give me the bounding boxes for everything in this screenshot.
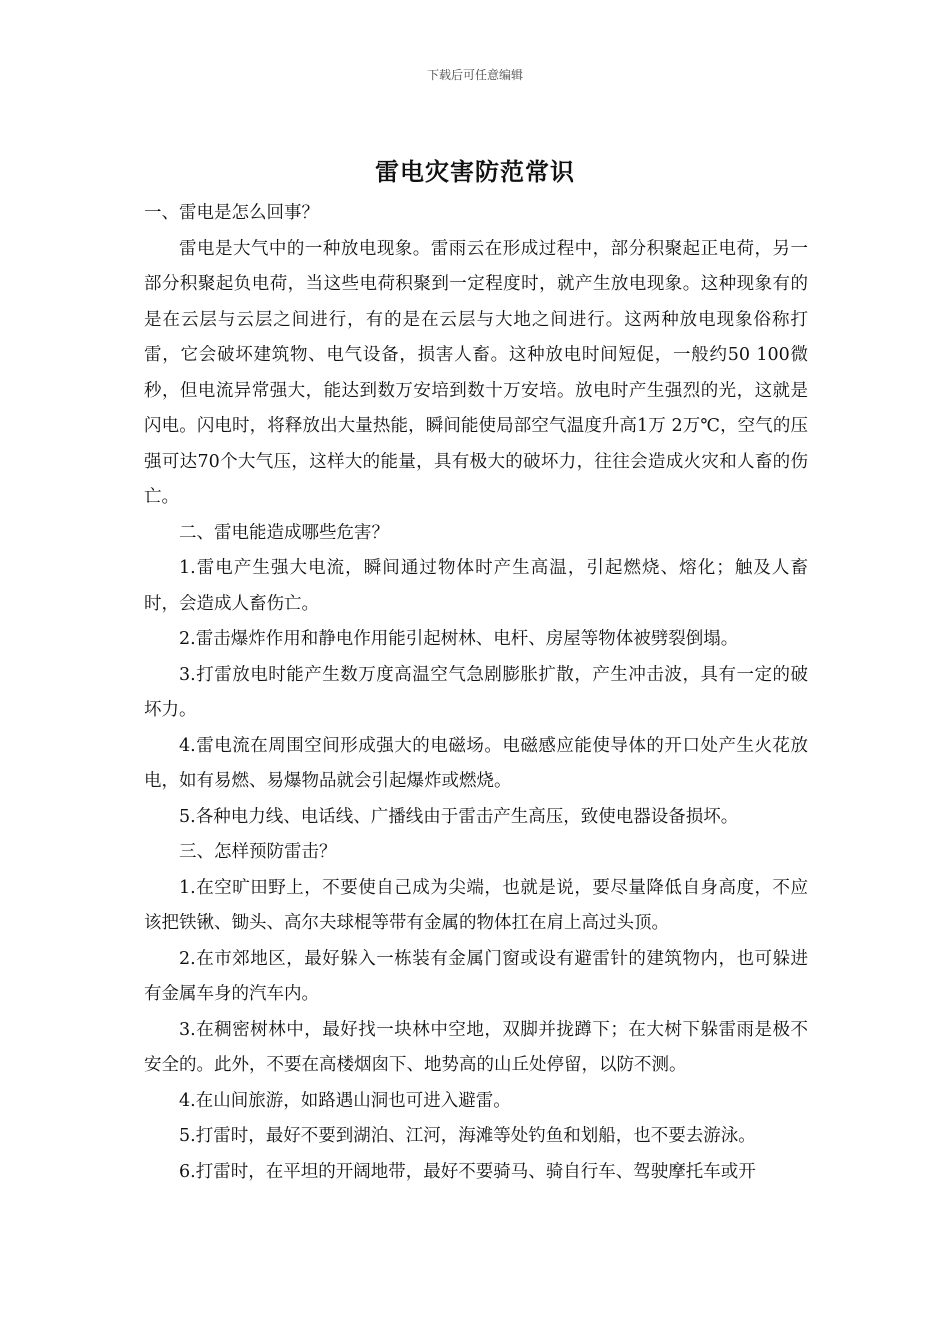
body-paragraph: 3.在稠密树林中，最好找一块林中空地，双脚并拢蹲下；在大树下躲雷雨是极不安全的。此外，不要在高楼烟囱下、地势高的山丘处停留，以防不测。 — [144, 1019, 808, 1075]
body-paragraph: 4.雷电流在周围空间形成强大的电磁场。电磁感应能使导体的开口处产生火花放电，如有易燃、易爆物品就会引起爆炸或燃烧。 — [144, 735, 808, 791]
body-paragraph: 3.打雷放电时能产生数万度高温空气急剧膨胀扩散，产生冲击波，具有一定的破坏力。 — [144, 664, 808, 720]
body-paragraph: 6.打雷时，在平坦的开阔地带，最好不要骑马、骑自行车、驾驶摩托车或开 — [179, 1161, 756, 1182]
body-paragraph: 1.雷电产生强大电流，瞬间通过物体时产生高温，引起燃烧、熔化；触及人畜时，会造成人畜伤亡。 — [144, 558, 808, 614]
page-title: 雷电灾害防范常识 — [375, 157, 575, 186]
body-paragraph: 一、雷电是怎么回事？ — [144, 203, 319, 223]
body-paragraph: 2.雷击爆炸作用和静电作用能引起树林、电杆、房屋等物体被劈裂倒塌。 — [179, 629, 739, 649]
body-paragraph: 4.在山间旅游，如路遇山洞也可进入避雷。 — [179, 1090, 511, 1111]
body-paragraph: 1.在空旷田野上，不要使自己成为尖端，也就是说，要尽量降低自身高度，不应该把铁锹、锄头、高尔夫球棍等带有金属的物体扛在肩上高过头顶。 — [144, 877, 808, 933]
body-paragraph: 5.各种电力线、电话线、广播线由于雷击产生高压，致使电器设备损坏。 — [179, 806, 739, 827]
body-paragraph: 5.打雷时，最好不要到湖泊、江河，海滩等处钓鱼和划船，也不要去游泳。 — [179, 1126, 756, 1146]
body-paragraph: 二、雷电能造成哪些危害？ — [179, 522, 389, 543]
header-note: 下载后可任意编辑 — [426, 68, 523, 82]
body-paragraph: 三、怎样预防雷击？ — [179, 842, 337, 862]
body-paragraph: 雷电是大气中的一种放电现象。雷雨云在形成过程中，部分积聚起正电荷，另一部分积聚起负电荷，当这些电荷积聚到一定程度时，就产生放电现象。这种现象有的是在云层与云层之间进行，有的是在云层与大地之间进行。这两种放电现象俗称打雷，它会破坏建筑物、电气设备，损害人畜。这种放电时间短促，一般约50 100微秒，但电流异常强大，能达到数万安培到数十万安培。放电时产生强烈的光，这就是闪电。闪电时，将释放出大量热能，瞬间能使局部空气温度升高1万 2万℃，空气的压强可达70个大气压，这样大的能量，具有极大的破坏力，往往会造成火灾和人畜的伤亡。 — [144, 238, 808, 507]
document-body — [144, 196, 808, 1190]
body-paragraph: 2.在市郊地区，最好躲入一栋装有金属门窗或设有避雷针的建筑物内，也可躲进有金属车身的汽车内。 — [144, 948, 808, 1004]
